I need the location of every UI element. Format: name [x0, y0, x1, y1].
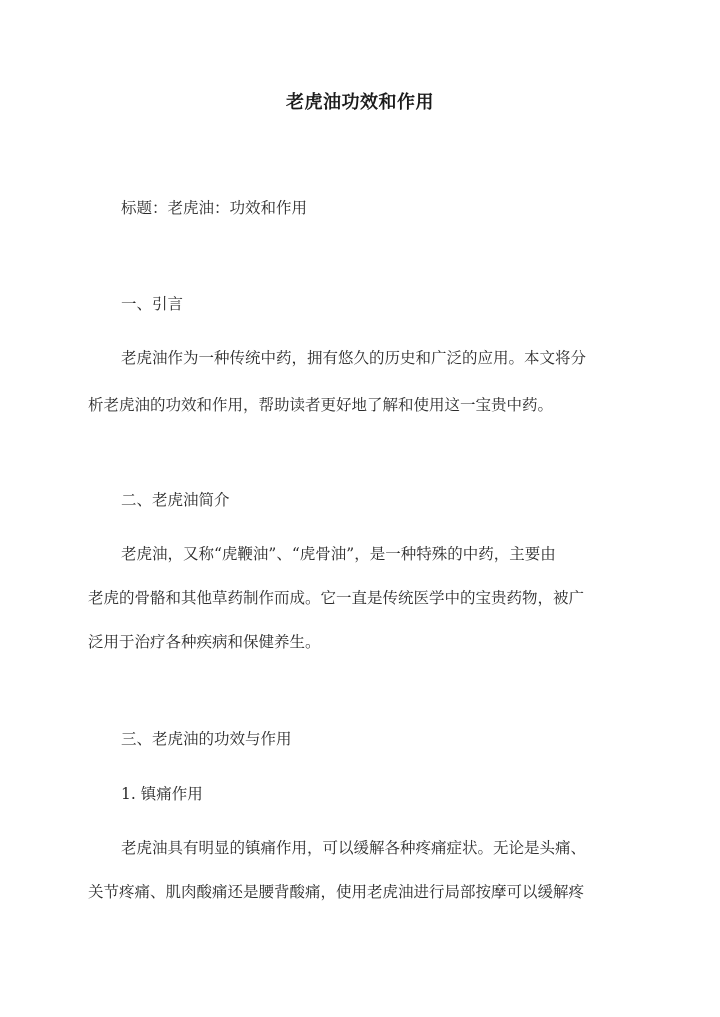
section-heading-introduction: 一、引言: [121, 295, 184, 313]
section-heading-overview: 二、老虎油简介: [121, 491, 230, 509]
section-heading-effects: 三、老虎油的功效与作用: [121, 730, 292, 748]
paragraph-line: 老虎油作为一种传统中药，拥有悠久的历史和广泛的应用。本文将分: [121, 349, 587, 367]
paragraph-line: 老虎油，又称“虎鞭油”、“虎骨油”，是一种特殊的中药，主要由: [121, 545, 556, 563]
paragraph-line: 老虎的骨骼和其他草药制作而成。它一直是传统医学中的宝贵药物，被广: [88, 589, 585, 607]
paragraph-line: 泛用于治疗各种疾病和保健养生。: [88, 633, 321, 651]
paragraph-line: 老虎油具有明显的镇痛作用，可以缓解各种疼痛症状。无论是头痛、: [121, 839, 587, 857]
paragraph-line: 析老虎油的功效和作用，帮助读者更好地了解和使用这一宝贵中药。: [88, 396, 554, 414]
document-title: 老虎油功效和作用: [286, 92, 434, 113]
subsection-heading-analgesic: 1. 镇痛作用: [121, 785, 203, 803]
paragraph-line: 关节疼痛、肌肉酸痛还是腰背酸痛，使用老虎油进行局部按摩可以缓解疼: [88, 883, 585, 901]
subtitle-line: 标题：老虎油：功效和作用: [121, 199, 308, 217]
